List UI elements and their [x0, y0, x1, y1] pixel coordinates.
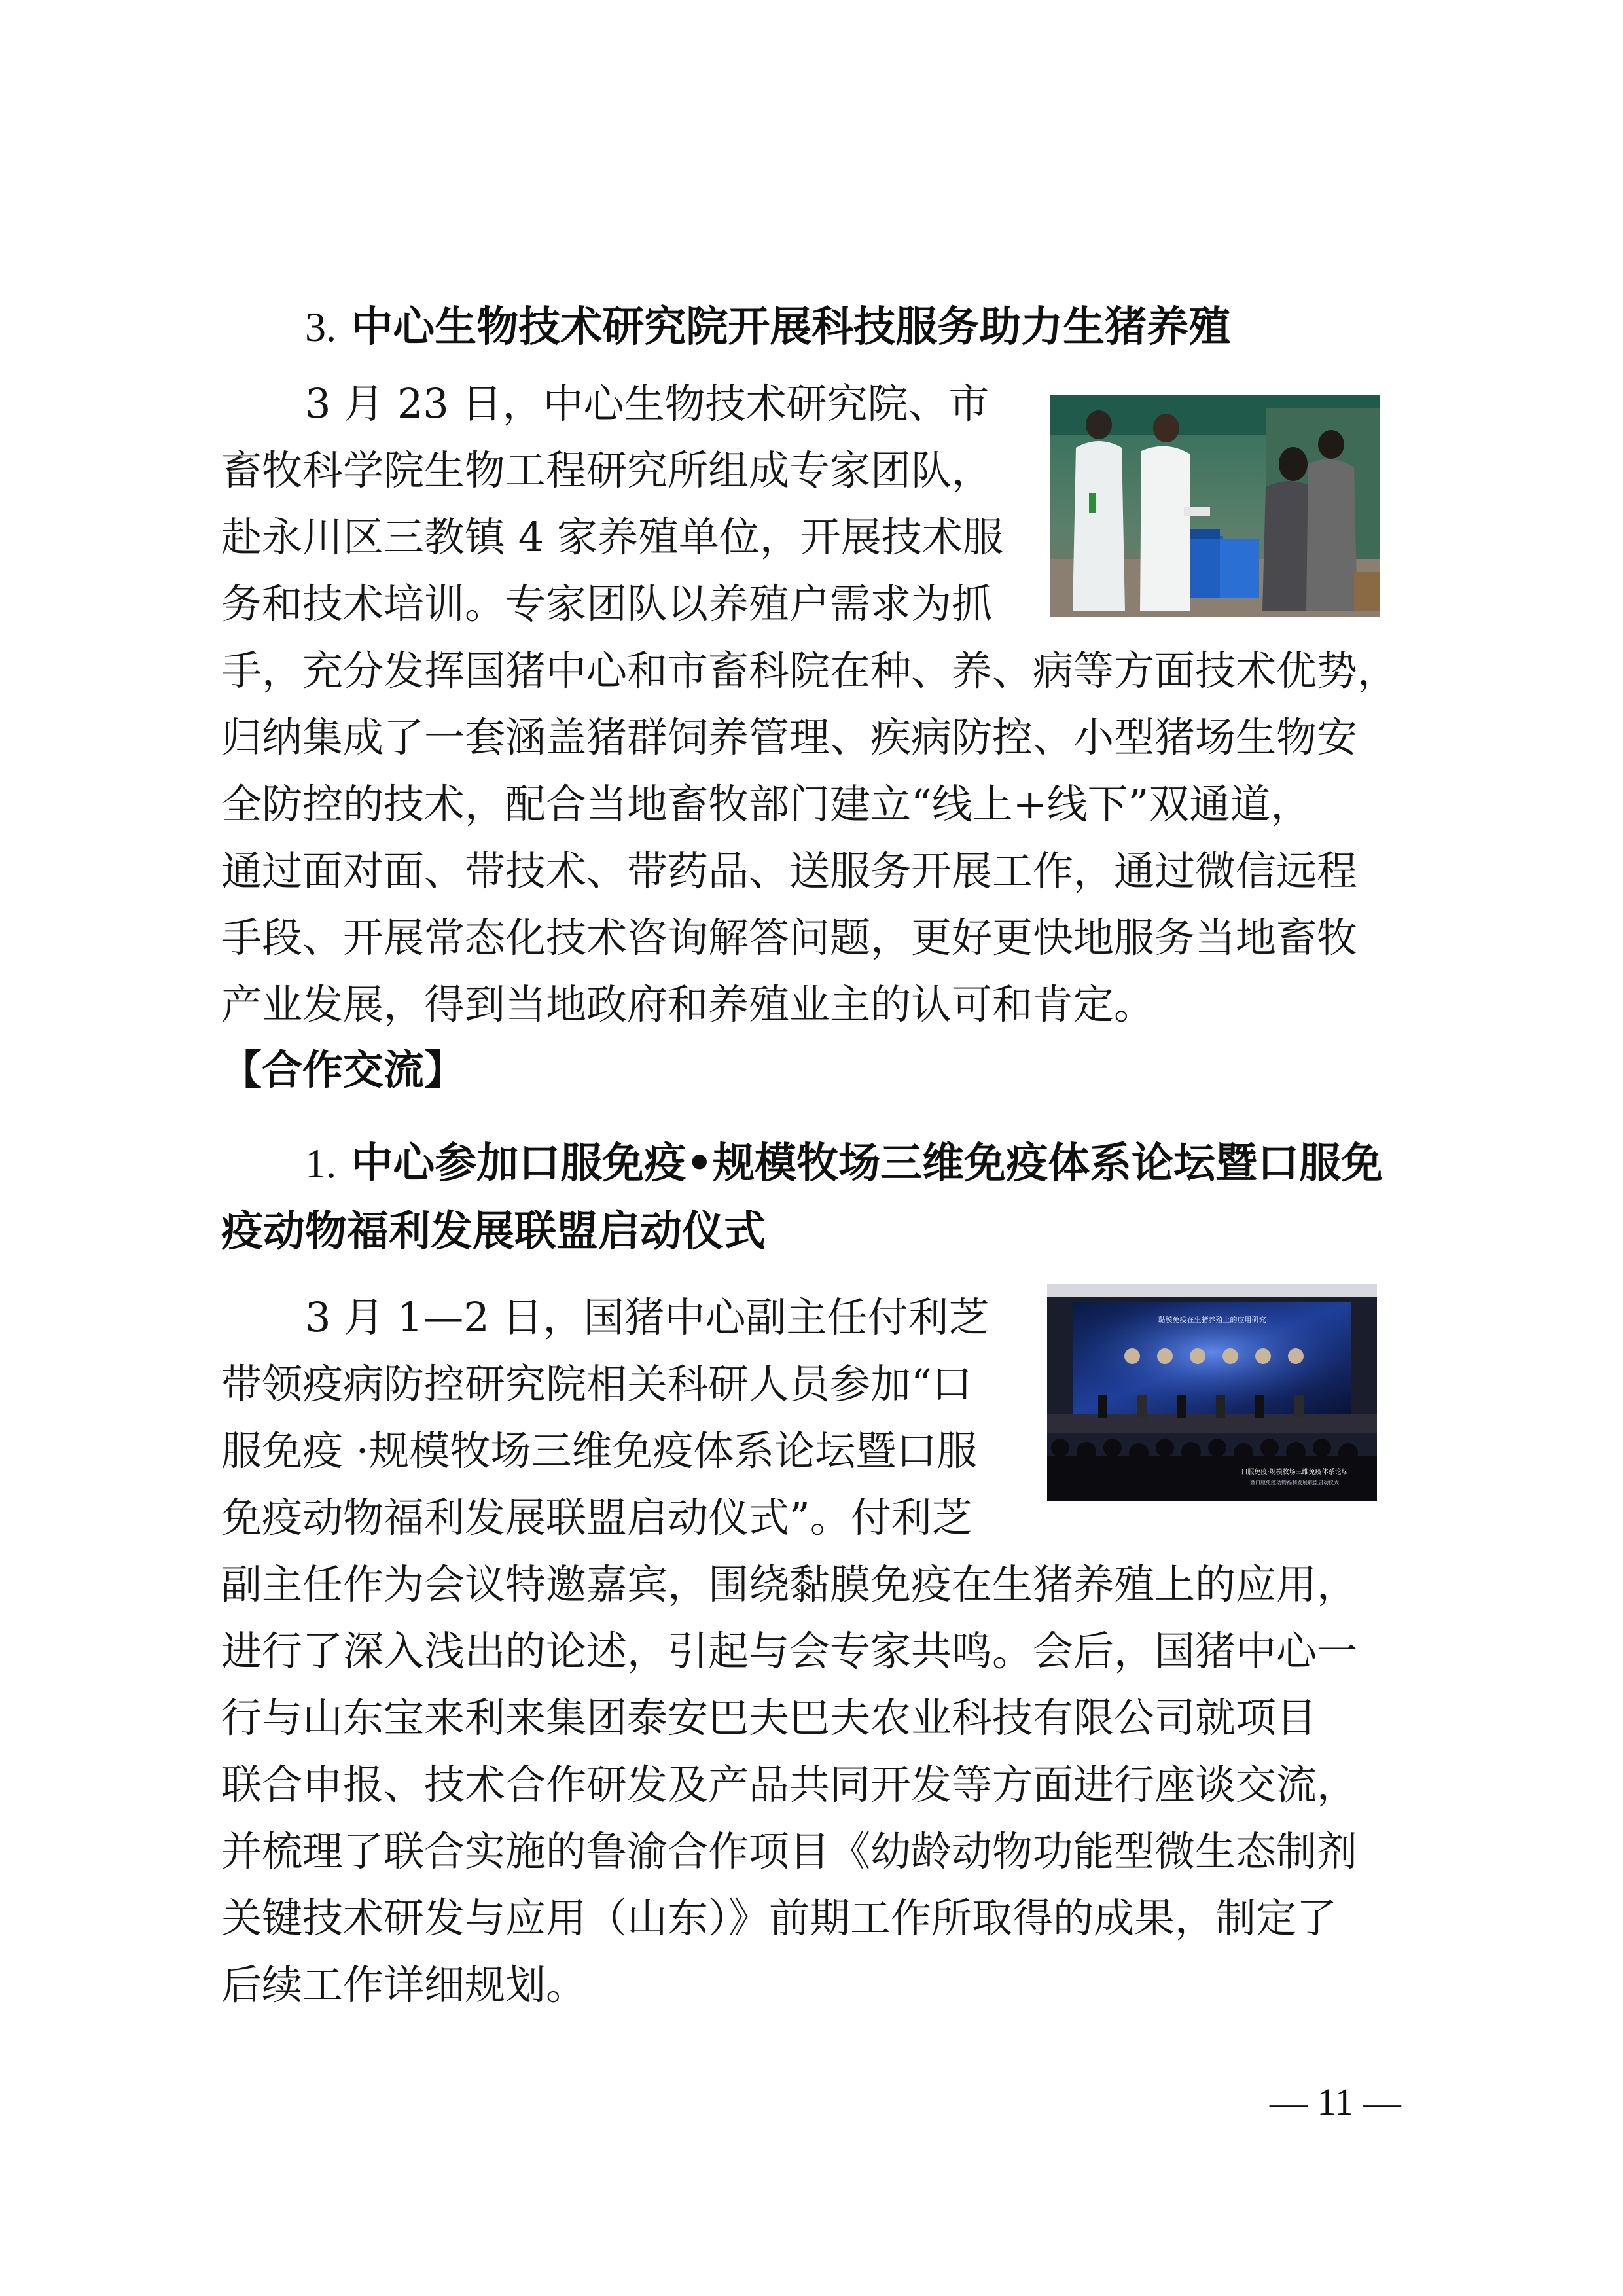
- paragraph-line: 进行了深入浅出的论述，引起与会专家共鸣。会后，国猪中心一: [221, 1627, 1358, 1675]
- section-3-paragraph-continued: [221, 637, 1420, 1038]
- coop-heading-1-line2: 疫动物福利发展联盟启动仪式: [221, 1208, 766, 1256]
- paragraph-line: 副主任作为会议特邀嘉宾，围绕黏膜免疫在生猪养殖上的应用，: [221, 1560, 1358, 1608]
- section-heading-3-number: 3.: [305, 304, 336, 350]
- forum-stage-photo-drawing: [1047, 1284, 1377, 1501]
- paragraph-line: 畜牧科学院生物工程研究所组成专家团队，: [221, 446, 993, 494]
- coop-heading-1-number: 1.: [305, 1140, 336, 1187]
- section-3-paragraph-wrapped: [221, 370, 1026, 637]
- paragraph-line: 关键技术研发与应用（山东）》前期工作所取得的成果，制定了: [221, 1894, 1338, 1942]
- paragraph-line: 归纳集成了一套涵盖猪群饲养管理、疾病防控、小型猪场生物安: [221, 713, 1358, 761]
- paragraph-line: 3 月 23 日，中心生物技术研究院、市: [305, 380, 990, 427]
- paragraph-line: 联合申报、技术合作研发及产品共同开发等方面进行座谈交流，: [221, 1761, 1358, 1808]
- paragraph-line: 产业发展，得到当地政府和养殖业主的认可和肯定。: [221, 980, 1155, 1028]
- paragraph-line: 赴永川区三教镇 4 家养殖单位，开展技术服: [221, 513, 1003, 561]
- farm-visit-photo-drawing: [1050, 395, 1380, 617]
- section-heading-3: [305, 291, 1230, 364]
- section-label-cooperation: 【合作交流】: [221, 1046, 465, 1094]
- paragraph-line: 带领疫病防控研究院相关科研人员参加“口: [221, 1360, 972, 1408]
- forum-banner-line2: 暨口服免疫动物福利发展联盟启动仪式: [1250, 1480, 1339, 1486]
- paragraph-line: 后续工作详细规划。: [221, 1961, 587, 2009]
- paragraph-line: 手，充分发挥国猪中心和市畜科院在种、养、病等方面技术优势，: [221, 647, 1399, 694]
- paragraph-line: 全防控的技术，配合当地畜牧部门建立“线上+线下”双通道，: [221, 780, 1311, 828]
- farm-visit-photo: [1050, 395, 1380, 617]
- section-heading-3-text: 中心生物技术研究院开展科技服务助力生猪养殖: [351, 303, 1231, 351]
- page-number: — 11 —: [1270, 2081, 1401, 2123]
- paragraph-line: 3 月 1—2 日，国猪中心副主任付利芝: [305, 1293, 990, 1341]
- paragraph-line: 免疫动物福利发展联盟启动仪式”。付利芝: [221, 1494, 972, 1541]
- coop-1-paragraph-wrapped: [221, 1284, 1026, 1551]
- coop-1-paragraph-continued: [221, 1551, 1420, 2018]
- paragraph-line: 服免疫 ·规模牧场三维免疫体系论坛暨口服: [221, 1427, 978, 1475]
- forum-stage-photo: [1047, 1284, 1377, 1501]
- coop-heading-1-text: 中心参加口服免疫•规模牧场三维免疫体系论坛暨口服免: [351, 1139, 1383, 1188]
- paragraph-line: 手段、开展常态化技术咨询解答问题，更好更快地服务当地畜牧: [221, 914, 1358, 961]
- paragraph-line: 并梳理了联合实施的鲁渝合作项目《幼龄动物功能型微生态制剂: [221, 1827, 1358, 1875]
- paragraph-line: 通过面对面、带技术、带药品、送服务开展工作，通过微信远程: [221, 847, 1358, 895]
- paragraph-line: 务和技术培训。专家团队以养殖户需求为抓: [221, 580, 993, 628]
- coop-heading-1-line1: [305, 1127, 1383, 1200]
- forum-banner-line1: 口服免疫·规模牧场三维免疫体系论坛: [1241, 1469, 1348, 1476]
- paragraph-line: 行与山东宝来利来集团泰安巴夫巴夫农业科技有限公司就项目: [221, 1694, 1317, 1742]
- forum-screen-title: 黏膜免疫在生猪养殖上的应用研究: [1158, 1316, 1266, 1324]
